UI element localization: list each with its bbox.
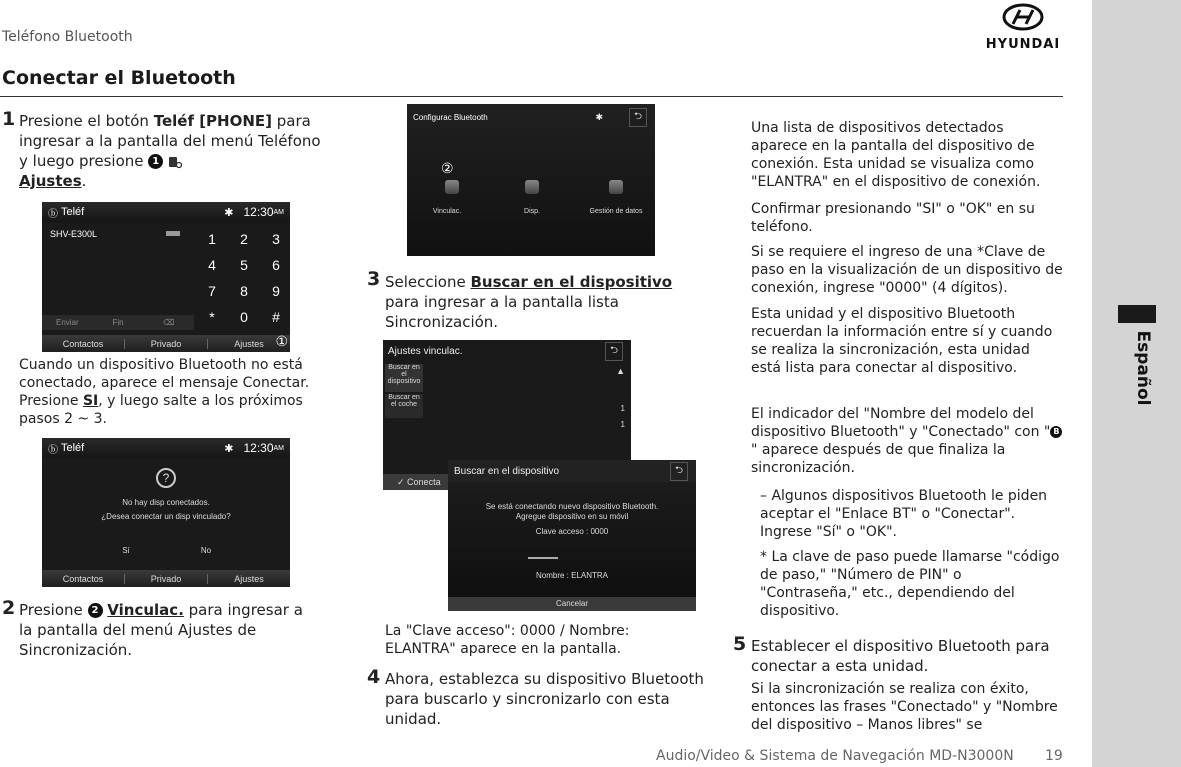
screen-2-time: 12:30 <box>243 441 274 455</box>
phone-keypad-screen <box>42 202 290 352</box>
step-2-number: 2 <box>2 597 16 619</box>
key[interactable]: 3 <box>272 231 280 247</box>
step-1-text-b: para ingresar a la pantalla del menú Teléfono y luego presione <box>19 112 321 170</box>
end-button[interactable]: Fin <box>112 318 124 327</box>
screen-2-ampm: AM <box>273 444 284 452</box>
key[interactable]: 4 <box>208 257 216 273</box>
step-1-note-b: , y luego salte a los próximos pasos 2 ~ 3. <box>19 393 303 427</box>
battery-icon <box>166 231 180 236</box>
phone-button-label: Teléf [PHONE] <box>153 112 273 130</box>
key[interactable]: 2 <box>240 231 248 247</box>
search-line-2: Agregue dispositivo en su móvil <box>515 512 629 521</box>
screen-1-time: 12:30 <box>243 205 274 219</box>
step-1-text <box>19 111 324 191</box>
settings-phone-icon <box>168 155 182 169</box>
send-button[interactable]: Enviar <box>55 318 79 327</box>
key[interactable]: 7 <box>208 283 216 299</box>
check-icon: ✓ <box>397 477 408 487</box>
screen-1-topbar <box>42 202 290 222</box>
step-1-note <box>19 356 324 428</box>
buscar-dispositivo-label: Buscar en el dispositivo <box>470 273 673 291</box>
delete-icon[interactable]: ⌫ <box>163 318 175 327</box>
step-1-period: . <box>81 172 87 190</box>
bt-icon: ⓑ <box>48 208 58 220</box>
question-icon: ? <box>156 468 176 488</box>
back-icon[interactable]: ⮌ <box>605 342 623 361</box>
screen-2-topbar <box>42 438 290 458</box>
dialog-line-2: ¿Desea conectar un disp vinculado? <box>101 512 231 521</box>
bluetooth-status-icon: ✱ <box>595 111 603 122</box>
dialog-line-1: No hay disp conectados. <box>122 498 210 507</box>
step-2-text-a: Presione <box>19 601 88 619</box>
key[interactable]: # <box>272 309 280 325</box>
keypad <box>196 226 290 330</box>
pairing-icon[interactable] <box>445 180 459 194</box>
col3-para-5-b: " aparece después de que finaliza la sincronización. <box>751 442 1006 476</box>
circle-marker-2: 2 <box>88 603 103 618</box>
search-line-1: Se está conectando nuevo dispositivo Bluetooth. <box>485 502 659 511</box>
language-tab-marker <box>1118 305 1156 323</box>
screen-3-title: Configurac Bluetooth <box>413 112 488 122</box>
col3-para-1: Una lista de dispositivos detectados aparece en la pantalla del dispositivo de conexión. Esta unidad se visualiza como "ELANTRA" en el dispositivo de conexión. <box>751 120 1041 190</box>
bluetooth-status-icon: ✱ <box>224 206 234 219</box>
bluetooth-status-icon: ✱ <box>224 442 234 455</box>
tile-disp[interactable]: Disp. <box>524 208 540 215</box>
step-1-number: 1 <box>2 108 16 130</box>
screen-1-ampm: AM <box>273 208 284 216</box>
page-total: 1 <box>620 420 625 429</box>
circle-marker-1: 1 <box>148 154 163 169</box>
key[interactable]: 8 <box>240 283 248 299</box>
tab-ajustes[interactable]: Ajustes <box>234 338 264 349</box>
device-name: SHV-E300L <box>50 229 98 239</box>
col3-para-4: Esta unidad y el dispositivo Bluetooth recuerdan la información entre sí y cuando se realiza la sincronización, esta unidad está lista para conectar al dispositivo. <box>751 306 1053 376</box>
step-5-note: Si la sincronización se realiza con éxito, entonces las frases "Conectado" y "Nombre del dispositivo – Manos libres" se <box>751 681 1058 733</box>
search-device-screen <box>448 460 696 611</box>
language-label: Español <box>1133 330 1153 406</box>
screen-1-title: Teléf <box>61 206 85 218</box>
step-3-text-a: Seleccione <box>385 273 471 291</box>
step-2-text <box>19 600 319 660</box>
step-5-number: 5 <box>733 633 747 655</box>
scroll-up-icon[interactable]: ▲ <box>616 366 625 376</box>
step-5-text: Establecer el dispositivo Bluetooth para conectar a esta unidad. <box>751 637 1050 675</box>
step-1-note-a: Cuando un dispositivo Bluetooth no está conectado, aparece el mensaje Conectar. Presione <box>19 357 310 409</box>
screen-5-title: Buscar en el dispositivo <box>454 465 560 477</box>
bluetooth-settings-screen <box>407 104 655 256</box>
tab-ajustes[interactable]: Ajustes <box>234 573 264 584</box>
key[interactable]: 6 <box>272 257 280 273</box>
step-3-caption: La "Clave acceso": 0000 / Nombre: ELANTRA" aparece en la pantalla. <box>385 623 630 657</box>
col3-para-2: Confirmar presionando "SI" o "OK" en su teléfono. <box>751 201 1035 235</box>
key[interactable]: 0 <box>240 309 248 325</box>
screen-4-topbar <box>383 340 631 362</box>
back-icon[interactable]: ⮌ <box>629 108 647 127</box>
section-header: Teléfono Bluetooth <box>2 29 133 45</box>
bluetooth-connected-icon: B <box>1050 426 1062 438</box>
side-search-car[interactable]: Buscar en el coche <box>385 394 423 418</box>
progress-indicator <box>528 557 558 559</box>
connect-label: Conecta <box>407 477 441 487</box>
page-number: 1 <box>620 404 625 413</box>
connect-dialog-screen <box>42 438 290 587</box>
cancel-button[interactable]: Cancelar <box>448 597 696 611</box>
marker-2: ② <box>441 160 454 176</box>
page-title: Conectar el Bluetooth <box>2 67 236 89</box>
key[interactable]: 9 <box>272 283 280 299</box>
page-number: 19 <box>1045 748 1063 764</box>
screen-4-title: Ajustes vinculac. <box>388 345 463 357</box>
connect-button[interactable] <box>383 474 448 490</box>
device-name-label: Nombre : ELANTRA <box>535 571 609 580</box>
key[interactable]: 1 <box>208 231 216 247</box>
tile-gestion-datos[interactable]: Gestión de datos <box>589 208 643 215</box>
bt-icon: ⓑ <box>48 444 58 456</box>
key[interactable]: * <box>209 309 215 325</box>
col3-para-5 <box>751 405 1063 477</box>
call-actions <box>42 315 194 330</box>
step-4-text: Ahora, establezca su dispositivo Bluetooth para buscarlo y sincronizarlo con esta unidad. <box>385 670 704 728</box>
col3-star-note: * La clave de paso puede llamarse "código de paso," "Número de PIN" o "Contraseña," etc., dependiendo del dispositivo. <box>760 549 1060 619</box>
key[interactable]: 5 <box>240 257 248 273</box>
back-icon[interactable]: ⮌ <box>670 462 688 481</box>
footer-text: Audio/Video & Sistema de Navegación MD-N3000N <box>656 748 1014 764</box>
tab-contactos[interactable]: Contactos <box>42 574 125 584</box>
tab-privado[interactable]: Privado <box>125 574 208 584</box>
col3-dash-note: – Algunos dispositivos Bluetooth le piden aceptar el "Enlace BT" o "Conectar". Ingrese "Sí" o "OK". <box>760 488 1048 540</box>
marker-1: ① <box>275 333 288 349</box>
vinculac-label: Vinculac. <box>107 601 184 619</box>
step-3-number: 3 <box>367 268 381 290</box>
no-button[interactable]: No <box>200 546 212 555</box>
side-search-device[interactable]: Buscar en el dispositivo <box>385 364 423 392</box>
tab-privado[interactable]: Privado <box>125 339 208 349</box>
screen-2-title: Teléf <box>61 442 85 454</box>
step-4-number: 4 <box>367 666 381 688</box>
tile-vinculac[interactable]: Vinculac. <box>432 208 462 215</box>
screen-2-tabs <box>42 570 290 587</box>
title-divider <box>0 96 1063 97</box>
screen-3-topbar <box>407 104 655 130</box>
step-3-text <box>385 272 700 332</box>
data-management-icon[interactable] <box>609 180 623 194</box>
step-3-text-b: para ingresar a la pantalla lista Sincronización. <box>385 293 619 331</box>
step-2-text-b: para ingresar a la pantalla del menú Ajustes de Sincronización. <box>19 601 303 659</box>
step-1-text-a: Presione el botón <box>19 112 154 130</box>
screen-5-topbar <box>448 460 696 482</box>
col3-para-3: Si se requiere el ingreso de una *Clave de paso en la visualización de un dispositivo de conexión, ingrese "0000" (4 dígitos). <box>751 244 1063 296</box>
screen-1-tabs <box>42 335 290 352</box>
device-icon[interactable] <box>525 180 539 194</box>
brand-name: HYUNDAI <box>985 37 1061 52</box>
si-label: SI <box>82 393 99 409</box>
passkey: Clave acceso : 0000 <box>535 527 609 536</box>
col3-para-5-a: El indicador del "Nombre del modelo del dispositivo Bluetooth" y "Conectado" con " <box>751 406 1051 440</box>
tab-contactos[interactable]: Contactos <box>42 339 125 349</box>
yes-button[interactable]: Sí <box>122 546 130 555</box>
ajustes-label: Ajustes <box>19 172 82 190</box>
